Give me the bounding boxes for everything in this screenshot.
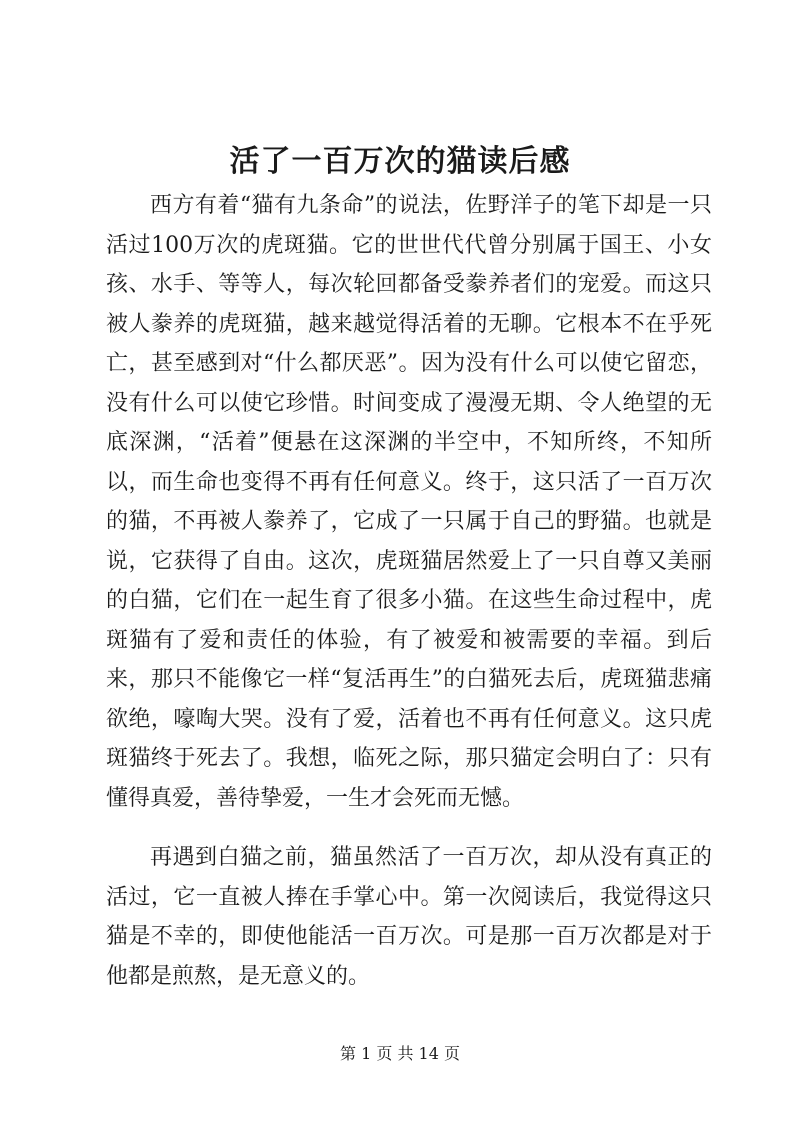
paragraph-1: 西方有着“猫有九条命”的说法，佐野洋子的笔下却是一只活过100万次的虎斑猫。它的世世代代曾分别属于国王、小女孩、水手、等等人，每次轮回都备受豢养者们的宠爱。而这只被人豢养的虎斑猫，越来越觉得活着的无聊。它根本不在乎死亡，甚至感到对“什么都厌恶”。因为没有什么可以使它留恋，没有什么可以使它珍惜。时间变成了漫漫无期、令人绝望的无底深渊，“活着”便悬在这深渊的半空中，不知所终，不知所以，而生命也变得不再有任何意义。终于，这只活了一百万次的猫，不再被人豢养了，它成了一只属于自己的野猫。也就是说，它获得了自由。这次，虎斑猫居然爱上了一只自尊又美丽的白猫，它们在一起生育了很多小猫。在这些生命过程中，虎斑猫有了爱和责任的体验，有了被爱和被需要的幸福。到后来，那只不能像它一样“复活再生”的白猫死去后，虎斑猫悲痛欲绝，嚎啕大哭。没有了爱，活着也不再有任何意义。这只虎斑猫终于死去了。我想，临死之际，那只猫定会明白了：只有懂得真爱，善待挚爱，一生才会死而无憾。 <box>106 193 712 811</box>
paragraph-2: 再遇到白猫之前，猫虽然活了一百万次，却从没有真正的活过，它一直被人捧在手掌心中。第一次阅读后，我觉得这只猫是不幸的，即使他能活一百万次。可是那一百万次都是对于他都是煎熬，是无意义的。 <box>106 845 712 989</box>
page-number-footer: 第 1 页 共 14 页 <box>340 1044 460 1063</box>
document-body <box>106 186 712 996</box>
document-title: 活了一百万次的猫读后感 <box>229 144 571 179</box>
